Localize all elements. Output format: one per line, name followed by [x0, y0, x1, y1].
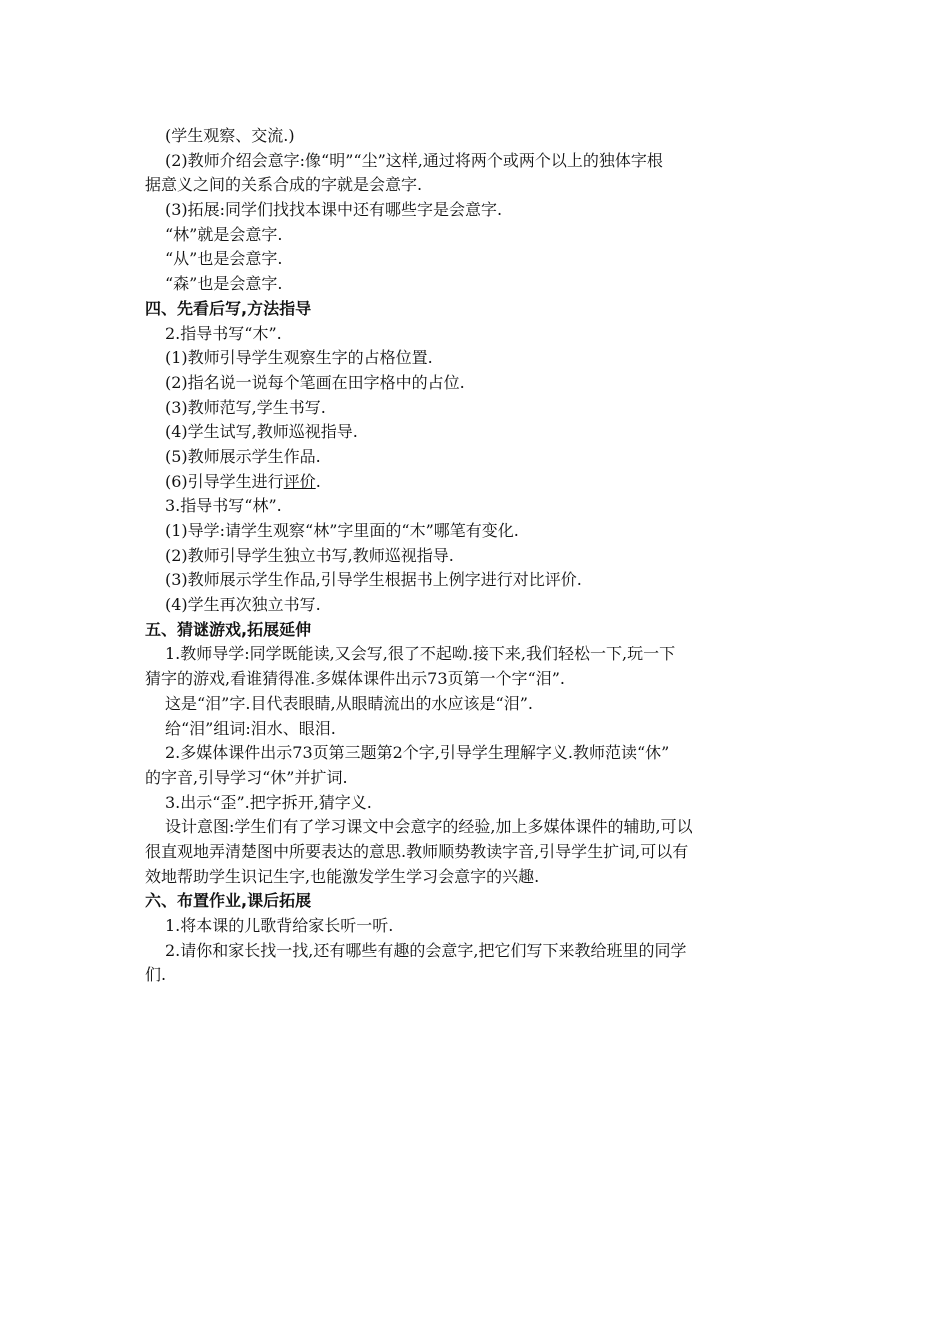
text-line: “林”就是会意字.	[165, 224, 283, 244]
text-line: (5)教师展示学生作品.	[165, 446, 321, 466]
text-line: 的字音,引导学习“休”并扩词.	[145, 767, 348, 787]
text-line: (2)指名说一说每个笔画在田字格中的占位.	[165, 372, 465, 392]
text-line: 2.指导书写“木”.	[165, 323, 282, 343]
text-line: 这是“泪”字.目代表眼睛,从眼睛流出的水应该是“泪”.	[165, 693, 533, 713]
text-line: (3)拓展:同学们找找本课中还有哪些字是会意字.	[165, 200, 503, 220]
text-line: (3)教师展示学生作品,引导学生根据书上例字进行对比评价.	[165, 570, 582, 590]
text-line: “森”也是会意字.	[165, 274, 283, 294]
text-line: (2)教师介绍会意字:像“明”“尘”这样,通过将两个或两个以上的独体字根	[165, 150, 663, 170]
text-line: 设计意图:学生们有了学习课文中会意字的经验,加上多媒体课件的辅助,可以	[165, 817, 693, 837]
text-fragment: .	[315, 471, 321, 491]
text-line: 据意义之间的关系合成的字就是会意字.	[145, 175, 423, 195]
document-body	[145, 124, 815, 988]
section-heading-5: 五、猜谜游戏,拓展延伸	[145, 619, 312, 639]
text-line: (3)教师范写,学生书写.	[165, 397, 326, 417]
text-line: 猜字的游戏,看谁猜得准.多媒体课件出示73页第一个字“泪”.	[145, 669, 565, 689]
text-line: 2.多媒体课件出示73页第三题第2个字,引导学生理解字义.教师范读“休”	[165, 743, 670, 763]
text-line: “从”也是会意字.	[165, 249, 283, 269]
section-heading-4: 四、先看后写,方法指导	[145, 298, 312, 318]
text-line	[145, 470, 815, 495]
text-line: 给“泪”组词:泪水、眼泪.	[165, 718, 336, 738]
text-line: (学生观察、交流.)	[165, 126, 295, 145]
text-line: 3.指导书写“林”.	[165, 496, 282, 516]
text-line: 1.教师导学:同学既能读,又会写,很了不起呦.接下来,我们轻松一下,玩一下	[165, 644, 676, 664]
text-line: 1.将本课的儿歌背给家长听一听.	[165, 916, 394, 935]
section-heading-6: 六、布置作业,课后拓展	[145, 891, 312, 911]
text-line: (2)教师引导学生独立书写,教师巡视指导.	[165, 545, 454, 565]
text-line: (1)导学:请学生观察“林”字里面的“木”哪笔有变化.	[165, 521, 519, 540]
text-fragment: (6)引导学生进行	[165, 471, 284, 491]
text-line: 2.请你和家长找一找,还有哪些有趣的会意字,把它们写下来教给班里的同学	[165, 940, 687, 960]
text-line: (4)学生试写,教师巡视指导.	[165, 422, 358, 442]
text-line: (1)教师引导学生观察生字的占格位置.	[165, 348, 433, 368]
text-line: 3.出示“歪”.把字拆开,猜字义.	[165, 792, 372, 812]
evaluation-link[interactable]: 评价	[283, 471, 316, 491]
text-line: 很直观地弄清楚图中所要表达的意思.教师顺势教读字音,引导学生扩词,可以有	[145, 841, 689, 861]
text-line: (4)学生再次独立书写.	[165, 595, 321, 615]
text-line: 效地帮助学生识记生字,也能激发学生学习会意字的兴趣.	[145, 866, 540, 886]
text-line: 们.	[145, 965, 167, 985]
